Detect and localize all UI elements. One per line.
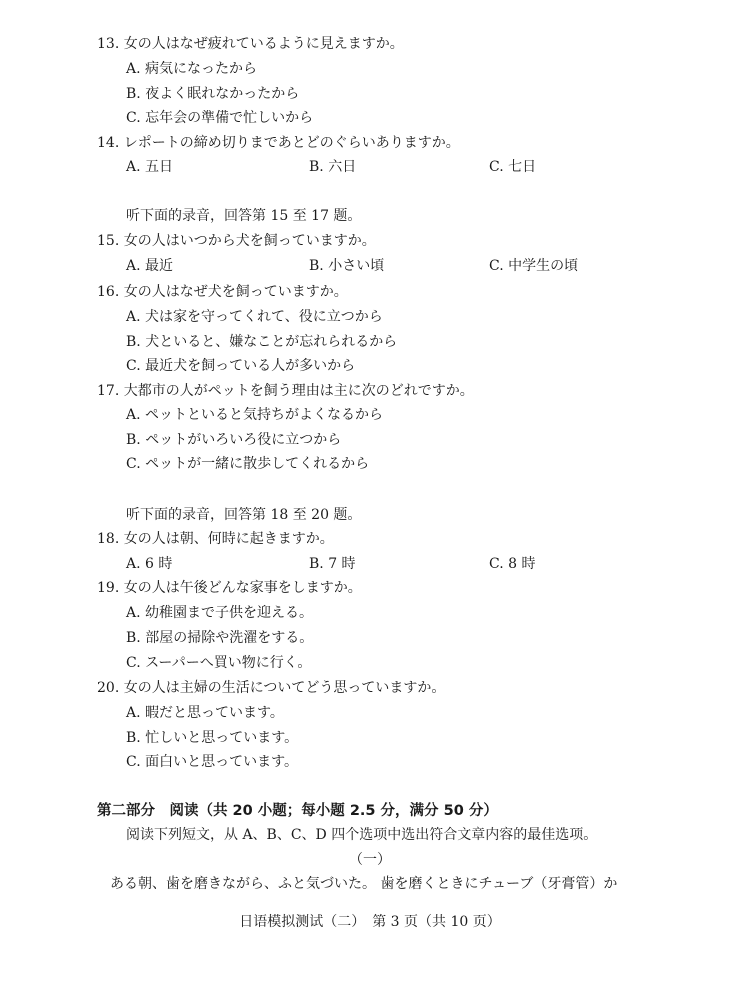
question-15-stem: 15. 女の人はいつから犬を飼っていますか。	[97, 233, 376, 249]
question-18-stem: 18. 女の人は朝、何時に起きますか。	[97, 531, 334, 547]
question-18-option-c: C. 8 時	[489, 556, 536, 572]
question-16-option-b: B. 犬といると、嫌なことが忘れられるから	[126, 334, 398, 350]
question-19-stem: 19. 女の人は午後どんな家事をしますか。	[97, 580, 362, 596]
passage-number: （一）	[349, 852, 391, 868]
question-20-option-c: C. 面白いと思っています。	[126, 754, 298, 770]
listening-intro-15-17: 听下面的录音，回答第 15 至 17 题。	[126, 208, 362, 224]
question-13-option-c: C. 忘年会の準備で忙しいから	[126, 110, 314, 126]
question-14-stem: 14. レポートの締め切りまであとどのぐらいありますか。	[97, 135, 460, 151]
question-13-option-a: A. 病気になったから	[126, 61, 258, 77]
question-17-option-a: A. ペットといると気持ちがよくなるから	[126, 407, 384, 423]
question-18-option-a: A. 6 時	[126, 556, 173, 572]
question-18-option-b: B. 7 時	[309, 556, 356, 572]
question-14-option-b: B. 六日	[309, 159, 357, 175]
question-19-option-b: B. 部屋の掃除や洗濯をする。	[126, 630, 314, 646]
question-19-option-a: A. 幼稚園まで子供を迎える。	[126, 605, 314, 621]
question-20-option-a: A. 暇だと思っています。	[126, 705, 284, 721]
question-17-option-b: B. ペットがいろいろ役に立つから	[126, 432, 342, 448]
question-15-option-a: A. 最近	[126, 258, 174, 274]
question-17-option-c: C. ペットが一緒に散歩してくれるから	[126, 456, 370, 472]
question-14-option-a: A. 五日	[126, 159, 174, 175]
question-13-option-b: B. 夜よく眠れなかったから	[126, 86, 300, 102]
question-20-option-b: B. 忙しいと思っています。	[126, 730, 299, 746]
question-16-option-a: A. 犬は家を守ってくれて、役に立つから	[126, 309, 383, 325]
section-2-title: 第二部分 阅读（共 20 小题；每小题 2.5 分，满分 50 分）	[97, 803, 498, 819]
question-16-stem: 16. 女の人はなぜ犬を飼っていますか。	[97, 284, 348, 300]
question-15-option-c: C. 中学生の頃	[489, 258, 579, 274]
listening-intro-18-20: 听下面的录音，回答第 18 至 20 题。	[126, 507, 362, 523]
question-19-option-c: C. スーパーへ買い物に行く。	[126, 655, 312, 671]
question-16-option-c: C. 最近犬を飼っている人が多いから	[126, 358, 356, 374]
passage-first-line: ある朝、歯を磨きながら、ふと気づいた。 歯を磨くときにチューブ（牙膏管）か	[110, 876, 618, 892]
question-17-stem: 17. 大都市の人がペットを飼う理由は主に次のどれですか。	[97, 383, 474, 399]
question-14-option-c: C. 七日	[489, 159, 537, 175]
question-20-stem: 20. 女の人は主婦の生活についてどう思っていますか。	[97, 680, 446, 696]
page-footer: 日语模拟测试（二） 第 3 页（共 10 页）	[239, 914, 501, 930]
question-13-stem: 13. 女の人はなぜ疲れているように見えますか。	[97, 36, 404, 52]
question-15-option-b: B. 小さい頃	[309, 258, 385, 274]
section-2-instruction: 阅读下列短文，从 A、B、C、D 四个选项中选出符合文章内容的最佳选项。	[126, 827, 598, 843]
